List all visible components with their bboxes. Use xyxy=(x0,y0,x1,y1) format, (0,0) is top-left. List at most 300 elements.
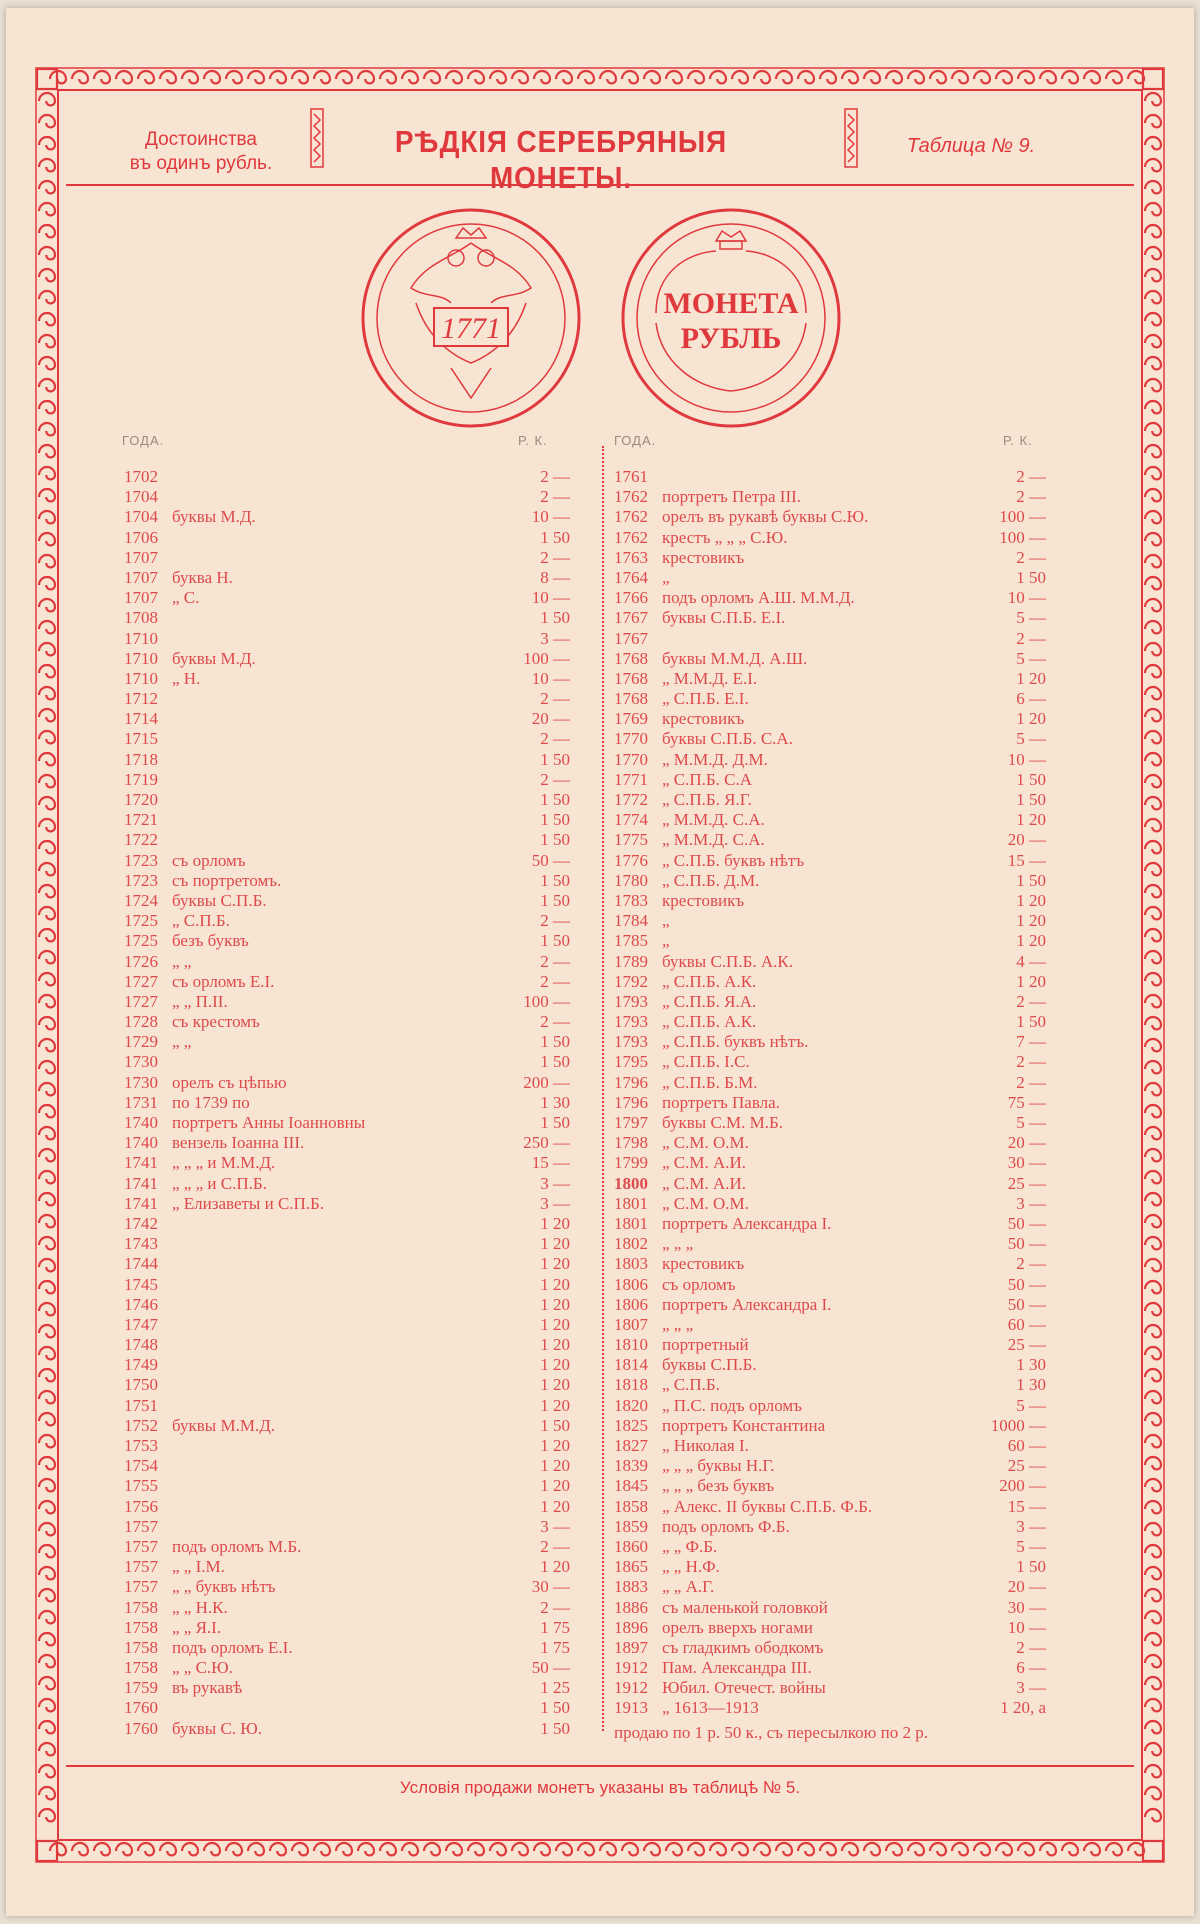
row-description: „ Елизаветы и С.П.Б. xyxy=(172,1193,325,1213)
row-price: 8 — xyxy=(540,567,570,587)
row-price: 2 — xyxy=(540,547,570,567)
border-loop xyxy=(39,1721,55,1733)
border-loop xyxy=(39,775,55,787)
row-price: 10 — xyxy=(1007,1617,1046,1637)
table-row xyxy=(124,1678,570,1698)
border-loop xyxy=(1145,203,1161,215)
border-loop xyxy=(292,1843,308,1855)
border-loop xyxy=(1145,1391,1161,1403)
border-loop xyxy=(1145,1589,1161,1601)
border-loop xyxy=(1145,1655,1161,1667)
row-price: 2 — xyxy=(1016,467,1046,486)
border-loop xyxy=(39,1677,55,1689)
table-row xyxy=(124,952,570,972)
table-row xyxy=(124,1396,570,1416)
border-loop xyxy=(39,1457,55,1469)
header-denomination xyxy=(96,128,306,176)
row-year: 1768 xyxy=(614,668,648,688)
row-description: „ „ Я.І. xyxy=(172,1617,222,1637)
row-description: вензель Іоанна III. xyxy=(172,1133,305,1153)
border-loop xyxy=(39,1303,55,1315)
border-loop xyxy=(1145,797,1161,809)
border-loop xyxy=(39,819,55,831)
row-description: „ С.М. А.И. xyxy=(662,1153,747,1173)
row-price: 25 — xyxy=(1007,1456,1046,1476)
row-description: подъ орломъ Ф.Б. xyxy=(662,1516,790,1536)
table-row xyxy=(614,1153,1046,1173)
row-description: „ „ С.Ю. xyxy=(172,1658,233,1678)
row-description: „ С.П.Б. Е.І. xyxy=(662,689,749,709)
row-price: 50 — xyxy=(1007,1234,1046,1254)
border-loop xyxy=(39,885,55,897)
border-loop xyxy=(1145,357,1161,369)
coin-eagle-obverse xyxy=(356,203,586,433)
table-row xyxy=(614,487,1046,507)
row-year: 1785 xyxy=(614,931,648,951)
table-row xyxy=(124,1497,570,1517)
table-row xyxy=(614,952,1046,972)
row-year: 1764 xyxy=(614,567,648,587)
border-loop xyxy=(974,1843,990,1855)
border-loop xyxy=(138,1843,154,1855)
border-loop xyxy=(270,1843,286,1855)
table-row xyxy=(614,1537,1046,1557)
row-description: орелъ съ цѣпью xyxy=(172,1072,287,1092)
border-loop xyxy=(204,1843,220,1855)
border-loop xyxy=(1145,1215,1161,1227)
row-year: 1710 xyxy=(124,668,158,688)
row-year: 1761 xyxy=(614,467,648,486)
row-description: орелъ въ рукавѣ буквы С.Ю. xyxy=(662,507,869,527)
row-price: 10 — xyxy=(531,668,570,688)
border-loop xyxy=(820,1843,836,1855)
row-price: 2 — xyxy=(540,467,570,486)
row-description: буквы С.П.Б. А.К. xyxy=(662,951,793,971)
row-description: „ С.П.Б. буквъ нѣтъ. xyxy=(662,1032,809,1052)
row-year: 1727 xyxy=(124,991,158,1011)
row-description: буквы С.П.Б. Е.І. xyxy=(662,608,786,628)
row-price: 1 50 xyxy=(540,810,570,830)
row-price: 2 — xyxy=(1016,1072,1046,1092)
row-price: 1 20 xyxy=(540,1355,570,1375)
row-year: 1715 xyxy=(124,729,158,749)
border-loop xyxy=(39,995,55,1007)
border-corner xyxy=(1143,1841,1163,1861)
border-loop xyxy=(39,533,55,545)
table-row xyxy=(614,1295,1046,1315)
border-loop xyxy=(1145,335,1161,347)
border-loop xyxy=(688,71,704,83)
row-price: 3 — xyxy=(1016,1678,1046,1698)
border-loop xyxy=(39,313,55,325)
border-loop xyxy=(1145,445,1161,457)
border-loop xyxy=(1145,1567,1161,1579)
border-loop xyxy=(182,71,198,83)
row-year: 1762 xyxy=(614,507,648,527)
row-year: 1793 xyxy=(614,1032,648,1052)
row-price: 1 50 xyxy=(540,1718,570,1738)
border-loop xyxy=(1145,863,1161,875)
table-row xyxy=(124,1093,570,1113)
row-description: „ 1613—1913 xyxy=(662,1698,759,1718)
border-loop xyxy=(39,1523,55,1535)
border-loop xyxy=(204,71,220,83)
row-year: 1780 xyxy=(614,870,648,890)
row-year: 1806 xyxy=(614,1274,648,1294)
border-loop xyxy=(600,1843,616,1855)
border-loop xyxy=(1145,819,1161,831)
footer-divider xyxy=(66,1765,1134,1767)
border-loop xyxy=(39,401,55,413)
border-loop xyxy=(39,291,55,303)
row-year: 1897 xyxy=(614,1637,648,1657)
row-year: 1793 xyxy=(614,1012,648,1032)
row-year: 1750 xyxy=(124,1375,158,1395)
row-price: 5 — xyxy=(1016,1113,1046,1132)
row-year: 1806 xyxy=(614,1294,648,1314)
border-loop xyxy=(1062,71,1078,83)
row-year: 1702 xyxy=(124,467,158,486)
border-loop xyxy=(39,1105,55,1117)
row-price: 1 50 xyxy=(540,1113,570,1132)
row-year: 1740 xyxy=(124,1133,158,1153)
table-row xyxy=(614,830,1046,850)
row-price: 2 — xyxy=(540,911,570,931)
row-price: 25 — xyxy=(1007,1173,1046,1193)
right-footnote: продаю по 1 р. 50 к., съ пересылкою по 2 р. xyxy=(614,1723,928,1742)
table-row xyxy=(124,1113,570,1133)
border-loop xyxy=(1145,511,1161,523)
table-row xyxy=(614,871,1046,891)
border-loop xyxy=(1145,1765,1161,1777)
row-description: портретъ Петра III. xyxy=(662,487,802,507)
border-loop xyxy=(39,489,55,501)
row-year: 1714 xyxy=(124,709,158,729)
row-year: 1827 xyxy=(614,1436,648,1455)
table-row xyxy=(124,588,570,608)
row-year: 1741 xyxy=(124,1193,158,1213)
border-loop xyxy=(512,71,528,83)
row-price: 1 20 xyxy=(540,1294,570,1314)
border-loop xyxy=(39,225,55,237)
row-year: 1859 xyxy=(614,1516,648,1536)
row-description: съ орломъ xyxy=(662,1274,736,1294)
border-loop xyxy=(39,841,55,853)
border-loop xyxy=(39,731,55,743)
row-description: крестовикъ xyxy=(662,890,745,910)
row-price: 2 — xyxy=(1016,547,1046,567)
border-loop xyxy=(754,1843,770,1855)
border-loop xyxy=(820,71,836,83)
border-loop xyxy=(424,71,440,83)
row-description: „ С.П.Б. xyxy=(662,1375,720,1395)
border-loop xyxy=(798,71,814,83)
row-year: 1744 xyxy=(124,1254,158,1274)
row-description: по 1739 по xyxy=(172,1092,250,1112)
row-price: 1 50 xyxy=(1016,790,1046,809)
border-loop xyxy=(39,379,55,391)
row-year: 1746 xyxy=(124,1294,158,1314)
table-row xyxy=(124,548,570,568)
border-loop xyxy=(39,1083,55,1095)
border-loop xyxy=(39,599,55,611)
table-row xyxy=(614,1093,1046,1113)
row-description: „ С.М. А.И. xyxy=(662,1173,747,1193)
row-year: 1730 xyxy=(124,1072,158,1092)
row-year: 1749 xyxy=(124,1355,158,1375)
row-year: 1770 xyxy=(614,729,648,749)
row-price: 1 20 xyxy=(540,1234,570,1254)
table-row xyxy=(614,568,1046,588)
table-row xyxy=(124,1618,570,1638)
row-price: 10 — xyxy=(1007,588,1046,608)
border-loop xyxy=(182,1843,198,1855)
row-description: „ xyxy=(662,911,670,931)
row-year: 1797 xyxy=(614,1113,648,1132)
table-row xyxy=(124,608,570,628)
border-loop xyxy=(39,1589,55,1601)
row-year: 1793 xyxy=(614,991,648,1011)
row-price: 5 — xyxy=(1016,648,1046,668)
row-year: 1783 xyxy=(614,890,648,910)
row-year: 1825 xyxy=(614,1415,648,1435)
border-loop xyxy=(160,71,176,83)
border-loop xyxy=(1145,1347,1161,1359)
row-description: „ „ П.ІІ. xyxy=(172,991,228,1011)
border-loop xyxy=(512,1843,528,1855)
row-price: 5 — xyxy=(1016,1536,1046,1556)
row-description: „ С.М. О.М. xyxy=(662,1193,749,1213)
table-row xyxy=(614,1174,1046,1194)
row-price: 1 50 xyxy=(540,527,570,547)
table-row xyxy=(124,1234,570,1254)
row-price: 1000 — xyxy=(990,1415,1046,1435)
table-row xyxy=(124,689,570,709)
border-loop xyxy=(1145,555,1161,567)
table-row xyxy=(614,1416,1046,1436)
table-row xyxy=(124,467,570,487)
row-description: подъ орломъ Е.І. xyxy=(172,1637,293,1657)
border-loop xyxy=(116,71,132,83)
border-loop xyxy=(1106,71,1122,83)
border-loop xyxy=(292,71,308,83)
border-loop xyxy=(1145,577,1161,589)
table-row xyxy=(124,528,570,548)
border-loop xyxy=(1145,1281,1161,1293)
row-price: 2 — xyxy=(1016,628,1046,648)
border-loop xyxy=(138,71,154,83)
row-year: 1704 xyxy=(124,487,158,507)
table-row xyxy=(124,1315,570,1335)
border-loop xyxy=(732,71,748,83)
row-price: 1 20 xyxy=(1016,810,1046,830)
row-price: 2 — xyxy=(1016,1052,1046,1072)
table-row xyxy=(124,871,570,891)
row-year: 1762 xyxy=(614,527,648,547)
border-loop xyxy=(39,1237,55,1249)
border-loop xyxy=(39,863,55,875)
row-year: 1728 xyxy=(124,1012,158,1032)
row-year: 1743 xyxy=(124,1234,158,1254)
border-loop xyxy=(1128,1843,1144,1855)
table-row xyxy=(614,810,1046,830)
border-loop xyxy=(1145,1743,1161,1755)
ornament-bar-right xyxy=(844,108,858,168)
row-year: 1729 xyxy=(124,1032,158,1052)
border-loop xyxy=(930,71,946,83)
border-loop xyxy=(864,71,880,83)
border-loop xyxy=(1145,379,1161,391)
border-loop xyxy=(39,1017,55,1029)
border-loop xyxy=(930,1843,946,1855)
table-row xyxy=(614,1598,1046,1618)
row-year: 1768 xyxy=(614,648,648,668)
row-year: 1724 xyxy=(124,890,158,910)
border-loop xyxy=(39,973,55,985)
row-price: 200 — xyxy=(523,1072,570,1092)
row-price: 3 — xyxy=(1016,1516,1046,1536)
border-loop xyxy=(622,71,638,83)
row-price: 2 — xyxy=(540,1012,570,1032)
table-row xyxy=(614,709,1046,729)
border-loop xyxy=(556,71,572,83)
row-year: 1758 xyxy=(124,1597,158,1617)
table-row xyxy=(124,770,570,790)
table-row xyxy=(614,1335,1046,1355)
border-loop xyxy=(1145,1193,1161,1205)
row-price: 5 — xyxy=(1016,1395,1046,1415)
row-year: 1886 xyxy=(614,1597,648,1617)
border-loop xyxy=(1018,1843,1034,1855)
border-loop xyxy=(39,93,55,105)
border-loop xyxy=(39,467,55,479)
border-loop xyxy=(1145,1809,1161,1821)
row-year: 1757 xyxy=(124,1557,158,1577)
row-price: 1 50 xyxy=(540,890,570,910)
border-loop xyxy=(1145,973,1161,985)
border-loop xyxy=(39,1061,55,1073)
table-row xyxy=(614,891,1046,911)
row-year: 1748 xyxy=(124,1335,158,1355)
border-loop xyxy=(39,665,55,677)
row-price: 30 — xyxy=(531,1577,570,1597)
border-loop xyxy=(94,71,110,83)
row-price: 1 50 xyxy=(540,1415,570,1435)
border-loop xyxy=(39,643,55,655)
table-row xyxy=(124,1375,570,1395)
row-description: буквы С.П.Б. xyxy=(172,890,267,910)
border-loop xyxy=(886,71,902,83)
row-year: 1912 xyxy=(614,1658,648,1678)
page-title: РѢДКІЯ СЕРЕБРЯНЫЯ МОНЕТЫ. xyxy=(394,124,728,195)
row-price: 2 — xyxy=(1016,991,1046,1011)
row-price: 5 — xyxy=(1016,729,1046,749)
border-loop xyxy=(1145,533,1161,545)
coin-word-moneta: МОНЕТА xyxy=(663,287,799,320)
row-description: „ „ Н.К. xyxy=(172,1597,228,1617)
border-loop xyxy=(402,1843,418,1855)
row-year: 1883 xyxy=(614,1577,648,1597)
border-loop xyxy=(908,1843,924,1855)
table-row xyxy=(614,931,1046,951)
row-year: 1774 xyxy=(614,810,648,830)
border-loop xyxy=(39,137,55,149)
border-loop xyxy=(908,71,924,83)
border-loop xyxy=(842,1843,858,1855)
row-price: 2 — xyxy=(540,1536,570,1556)
table-row xyxy=(614,750,1046,770)
table-row xyxy=(614,1658,1046,1678)
row-year: 1745 xyxy=(124,1274,158,1294)
row-price: 6 — xyxy=(1016,1658,1046,1678)
border-loop xyxy=(39,709,55,721)
table-row xyxy=(614,1315,1046,1335)
row-year: 1741 xyxy=(124,1173,158,1193)
row-price: 100 — xyxy=(999,507,1046,527)
border-loop xyxy=(39,951,55,963)
row-price: 1 20, а xyxy=(1000,1698,1046,1718)
table-row xyxy=(124,1638,570,1658)
row-year: 1758 xyxy=(124,1617,158,1637)
border-loop xyxy=(1145,621,1161,633)
table-row xyxy=(124,1295,570,1315)
border-loop xyxy=(39,1215,55,1227)
table-row xyxy=(614,1557,1046,1577)
border-loop xyxy=(1145,313,1161,325)
row-description: буквы С. Ю. xyxy=(172,1718,263,1738)
table-row xyxy=(614,1698,1046,1718)
row-price: 15 — xyxy=(531,1153,570,1173)
row-description: „ С. xyxy=(172,588,200,608)
border-corner xyxy=(1143,69,1163,89)
border-loop xyxy=(314,71,330,83)
border-loop xyxy=(1145,753,1161,765)
border-loop xyxy=(248,71,264,83)
table-row xyxy=(614,1012,1046,1032)
table-row xyxy=(614,770,1046,790)
row-price: 3 — xyxy=(1016,1193,1046,1213)
border-loop xyxy=(1084,1843,1100,1855)
border-loop xyxy=(1145,137,1161,149)
row-description: портретъ Константина xyxy=(662,1415,826,1435)
footer-text: Условія продажи монетъ указаны въ таблицѣ № 5. xyxy=(399,1778,801,1797)
table-row xyxy=(614,992,1046,1012)
border-loop xyxy=(226,71,242,83)
border-loop xyxy=(39,181,55,193)
row-description: „ „ xyxy=(172,1032,192,1052)
row-description: „ „ „ xyxy=(662,1234,694,1254)
row-year: 1818 xyxy=(614,1375,648,1395)
border-loop xyxy=(468,71,484,83)
row-price: 50 — xyxy=(1007,1213,1046,1233)
row-price: 1 50 xyxy=(540,1052,570,1072)
border-loop xyxy=(1062,1843,1078,1855)
border-loop xyxy=(1145,1457,1161,1469)
row-year: 1708 xyxy=(124,608,158,628)
table-row xyxy=(124,1032,570,1052)
table-row xyxy=(124,1476,570,1496)
row-price: 1 75 xyxy=(540,1637,570,1657)
table-row xyxy=(614,1375,1046,1395)
row-description: „ С.П.Б. Д.М. xyxy=(662,870,760,890)
row-price: 1 20 xyxy=(540,1335,570,1355)
row-price: 1 20 xyxy=(1016,931,1046,951)
border-loop xyxy=(39,1413,55,1425)
border-loop xyxy=(1145,159,1161,171)
row-year: 1767 xyxy=(614,628,648,648)
row-price: 2 — xyxy=(540,951,570,971)
left-col-header-price: Р. К. xyxy=(518,433,548,448)
